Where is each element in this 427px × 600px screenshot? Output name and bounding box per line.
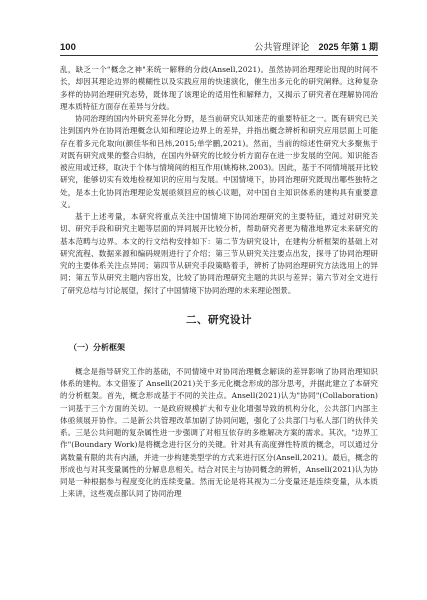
page-number: 100	[60, 42, 76, 53]
body-text-section	[60, 366, 378, 501]
section-heading: 二、研究设计	[186, 313, 252, 326]
paragraph-1: 乱，缺乏一个"概念之神"来统一解释的分歧(Ansell,2021)。虽然协同治理理论出现的时间不长，却因其理论边界的模糊性以及实践应用的快速演化，催生出多元化的研究阐释。这种复杂多样的协同治理研究态势，既体现了该理论的适用性和解释力，又揭示了研究者在理解协同治理本质特征方面存在差异与分歧。	[60, 65, 378, 111]
running-header	[60, 42, 378, 56]
body-text	[60, 64, 378, 297]
journal-issue-group	[254, 42, 378, 53]
paragraph-4: 概念是指导研究工作的基础，不同情境中对协同治理概念解读的差异影响了协同治理知识体系的建构。本文借鉴了 Ansell(2021)关于多元化概念形成的部分思考，并据此建立了本研究的分析框架。首先，概念形成基于不同的关注点。Ansell(2021)认为"协同"(Collaboration)一词基于三个方面的关切。一是政府规模扩大和专业化增强导致的机构分化，公共部门内部主体亟须展开协作。二是新公共管理改革加剧了协同问题，强化了公共部门与私人部门的伙伴关系。三是公共问题的复杂属性进一步强调了对相互依存的多维解决方案的需求。其次，"边界工作"(Boundary Work)是将概念进行区分的关键。针对具有高度弹性特质的概念，可以通过分离数量有限的共有内涵，并进一步构建类型学的方式来进行区分(Ansell,2021)。最后，概念的形成也与对其变量属性的分解息息相关。结合对民主与协同概念的辨析，Ansell(2021)认为协同是一种根据参与程度变化的连续变量。然而无论是将其视为二分变量还是连续变量，从本质上来讲，这些观点都认同了协同治理	[60, 366, 378, 499]
paragraph-3: 基于上述考量，本研究将重点关注中国情境下协同治理研究的主要特征，通过对研究关切、研究手段和研究主题等层面的异同展开比较分析，帮助研究者更为精准地界定未来研究的基本范畴与边界。本文的行文结构安排如下：第二节为研究设计，在建构分析框架的基础上对研究流程、数据来源和编码规则进行了介绍；第三节从研究关注要点出发，探寻了协同治理研究的主要体系关注点异同；第四节从研究手段策略着手，辨析了协同治理研究方法选用上的异同；第五节从研究主题内容出发，比较了协同治理研究主题的共识与差异；第六节对全文进行了研究总结与讨论展望，探讨了中国情境下协同治理的未来理论图景。	[60, 212, 378, 295]
issue-label: 2025 年第 1 期	[318, 42, 378, 52]
subsection-heading: （一）分析框架	[69, 342, 125, 352]
paragraph-2: 协同治理的国内外研究差异化分野，是当前研究认知迷茫的重要特征之一。既有研究已关注到国内外在协同治理概念认知和理论边界上的差异，并指出概念辨析和研究应用层面上可能存在着多元化取向(颜佳华和吕炜,2015;单学鹏,2021)。然而，当前的综述性研究大多聚焦于对既有研究成果的整合归纳，在国内外研究的比较分析方面存在进一步发展的空间。知识能否被应用或迁移，取决于个体与情境间的相互作用(姚梅林,2003)。因此，基于不同情境展开比较研究，能够切实有效地检视知识的应用与发展。中国情境下，协同治理研究既现出哪些独特之处，是本土化协同治理理论发展亟须回应的核心议题，对中国自主知识体系的建构具有重要意义。	[60, 114, 378, 209]
journal-title: 公共管理评论	[254, 42, 310, 52]
page	[60, 42, 378, 501]
